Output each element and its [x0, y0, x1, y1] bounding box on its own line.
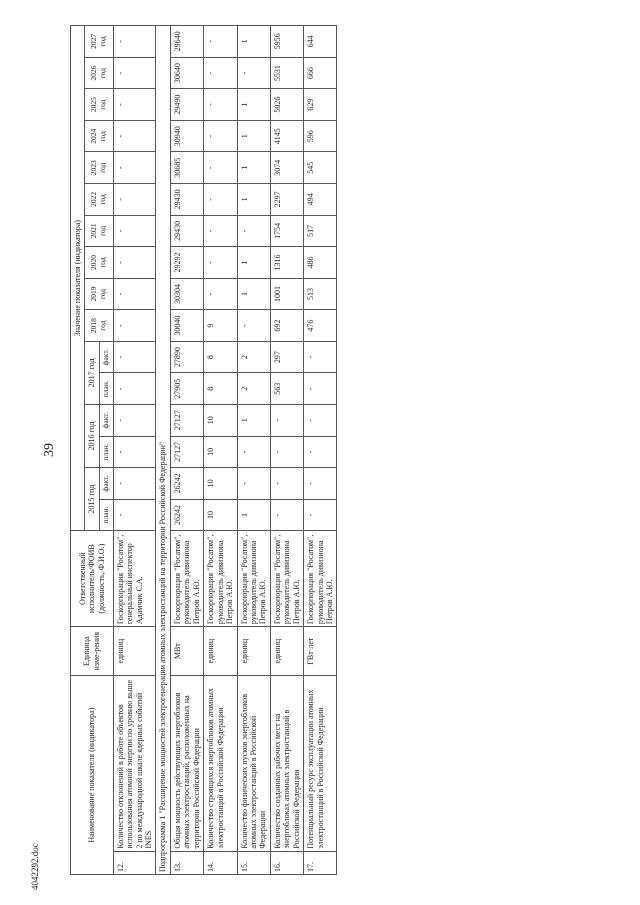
row-number: 13.	[170, 851, 203, 874]
row-number: 17.	[304, 851, 337, 874]
header-2015-plan: план.	[99, 499, 113, 531]
subprogram-row	[156, 26, 170, 875]
value-cell: 596	[304, 120, 337, 152]
value-cell: -	[113, 499, 156, 531]
value-cell: 1	[237, 278, 270, 310]
header-2026: 2026 год	[85, 57, 113, 89]
value-cell: -	[237, 468, 270, 500]
value-cell: -	[237, 436, 270, 468]
value-cell: -	[113, 278, 156, 310]
row-number: 12.	[113, 851, 156, 874]
value-cell: -	[204, 278, 237, 310]
header-2024: 2024 год	[85, 120, 113, 152]
indicator-name: Количество созданных рабочих мест на энергоблоках атомных электростанций в Российской Федерации	[270, 676, 303, 851]
value-cell: 486	[304, 247, 337, 279]
value-cell: 27127	[170, 405, 203, 437]
header-2016-plan: план.	[99, 436, 113, 468]
table-body	[113, 26, 337, 875]
header-unit: Единица изме-рения	[71, 627, 114, 676]
value-cell: -	[113, 405, 156, 437]
value-cell: 1	[237, 405, 270, 437]
footer-doc-code: 4042292.doc	[30, 843, 40, 890]
value-cell: -	[304, 341, 337, 373]
value-cell: 2297	[270, 184, 303, 216]
value-cell: 666	[304, 57, 337, 89]
value-cell: 1	[237, 247, 270, 279]
value-cell: 10	[204, 499, 237, 531]
value-cell: -	[204, 152, 237, 184]
table-row	[237, 26, 270, 875]
value-cell: -	[113, 57, 156, 89]
value-cell: 29292	[170, 247, 203, 279]
value-cell: -	[113, 247, 156, 279]
value-cell: 2	[237, 341, 270, 373]
value-cell: 297	[270, 341, 303, 373]
rotated-page-content	[40, 25, 600, 875]
value-cell: 1001	[270, 278, 303, 310]
page-number: 39	[42, 443, 57, 457]
value-cell: -	[304, 499, 337, 531]
value-cell: 30040	[170, 310, 203, 342]
value-cell: 1	[237, 89, 270, 121]
value-cell: 29490	[170, 89, 203, 121]
value-cell: -	[304, 436, 337, 468]
value-cell: 10	[204, 405, 237, 437]
value-cell: -	[237, 310, 270, 342]
value-cell: -	[113, 468, 156, 500]
subprogram-title: Подпрограмма 1 "Расширение мощностей электрогенерации атомных электростанций на территории Российской Федерации"	[156, 26, 170, 875]
value-cell: -	[270, 468, 303, 500]
value-cell: 10	[204, 436, 237, 468]
value-cell: 26242	[170, 468, 203, 500]
unit-cell: единиц	[204, 627, 237, 676]
header-2021: 2021 год	[85, 215, 113, 247]
value-cell: -	[304, 468, 337, 500]
table-row	[170, 26, 203, 875]
indicators-table	[70, 25, 337, 875]
responsible-cell: Госкорпорация "Росатом", руководитель дивизиона Петров А.Ю.	[270, 531, 303, 627]
table-row	[270, 26, 303, 875]
value-cell: -	[204, 89, 237, 121]
responsible-cell: Госкорпорация "Росатом", руководитель дивизиона Петров А.Ю.	[204, 531, 237, 627]
value-cell: -	[113, 310, 156, 342]
header-2016: 2016 год	[85, 405, 99, 468]
header-2019: 2019 год	[85, 278, 113, 310]
indicator-name: Количество строящихся энергоблоков атомных электростанций в Российской Федерации	[204, 676, 237, 851]
value-cell: 5956	[270, 26, 303, 58]
header-2018: 2018 год	[85, 310, 113, 342]
value-cell: 1	[237, 152, 270, 184]
value-cell: 27127	[170, 436, 203, 468]
value-cell: -	[113, 26, 156, 58]
header-2017-fact: факт.	[99, 341, 113, 373]
value-cell: 29640	[170, 26, 203, 58]
value-cell: 644	[304, 26, 337, 58]
indicator-name: Количество отклонений в работе объектов использования атомной энергии по уровню выше 2 по международной шкале ядерных событий INES	[113, 676, 156, 851]
header-2025: 2025 год	[85, 89, 113, 121]
value-cell: 9	[204, 310, 237, 342]
indicator-name: Количество физических пусков энергоблоков атомных электростанций в Российской Федерации	[237, 676, 270, 851]
value-cell: 629	[304, 89, 337, 121]
value-cell: 1754	[270, 215, 303, 247]
value-cell: -	[237, 57, 270, 89]
value-cell: 26242	[170, 499, 203, 531]
value-cell: 517	[304, 215, 337, 247]
header-2027: 2027 год	[85, 26, 113, 58]
value-cell: 29430	[170, 184, 203, 216]
value-cell: -	[113, 436, 156, 468]
page-header	[40, 25, 68, 875]
unit-cell: МВт	[170, 627, 203, 676]
value-cell: 30640	[170, 57, 203, 89]
row-number: 15.	[237, 851, 270, 874]
header-name: Наименование показателя (индикатора)	[71, 676, 114, 875]
value-cell: 692	[270, 310, 303, 342]
value-cell: 476	[304, 310, 337, 342]
unit-cell: единиц	[237, 627, 270, 676]
value-cell: -	[270, 436, 303, 468]
unit-cell: единиц	[270, 627, 303, 676]
value-cell: 4145	[270, 120, 303, 152]
value-cell: 494	[304, 184, 337, 216]
value-cell: 545	[304, 152, 337, 184]
value-cell: -	[204, 26, 237, 58]
value-cell: 29430	[170, 215, 203, 247]
value-cell: 8	[204, 373, 237, 405]
value-cell: -	[113, 215, 156, 247]
value-cell: -	[304, 405, 337, 437]
value-cell: -	[204, 120, 237, 152]
value-cell: -	[237, 215, 270, 247]
header-2022: 2022 год	[85, 184, 113, 216]
indicator-name: Общая мощность действующих энергоблоков атомных электростанций, расположенных на территории Российской Федерации	[170, 676, 203, 851]
header-2017-plan: план.	[99, 373, 113, 405]
responsible-cell: Госкорпорация "Росатом", руководитель дивизиона Петров А.Ю.	[237, 531, 270, 627]
unit-cell: ГВт·лет	[304, 627, 337, 676]
value-cell: 1	[237, 184, 270, 216]
table-row	[113, 26, 156, 875]
value-cell: -	[204, 247, 237, 279]
responsible-cell: Госкорпорация "Росатом", руководитель дивизиона Петров А.Ю.	[170, 531, 203, 627]
value-cell: 1	[237, 26, 270, 58]
value-cell: 30685	[170, 152, 203, 184]
value-cell: 5026	[270, 89, 303, 121]
value-cell: -	[270, 405, 303, 437]
value-cell: 1	[237, 120, 270, 152]
value-cell: 30940	[170, 120, 203, 152]
value-cell: -	[204, 215, 237, 247]
value-cell: 1316	[270, 247, 303, 279]
header-row-1	[71, 26, 85, 875]
header-2015-fact: факт.	[99, 468, 113, 500]
header-values: Значение показателя (индикатора)	[71, 26, 85, 531]
value-cell: -	[113, 120, 156, 152]
value-cell: 8	[204, 341, 237, 373]
table-row	[204, 26, 237, 875]
value-cell: -	[204, 184, 237, 216]
header-2016-fact: факт.	[99, 405, 113, 437]
responsible-cell: Госкорпорация "Росатом", генеральный инспектор Адамчик С.А.	[113, 531, 156, 627]
value-cell: -	[113, 373, 156, 405]
value-cell: -	[113, 89, 156, 121]
responsible-cell: Госкорпорация "Росатом", руководитель дивизиона Петров А.Ю.	[304, 531, 337, 627]
value-cell: 513	[304, 278, 337, 310]
value-cell: 27890	[170, 341, 203, 373]
value-cell: 27905	[170, 373, 203, 405]
value-cell: -	[113, 152, 156, 184]
value-cell: 30304	[170, 278, 203, 310]
indicator-name: Потенциальный ресурс эксплуатации атомных электростанций в Российской Федерации	[304, 676, 337, 851]
footer	[30, 830, 90, 900]
header-2020: 2020 год	[85, 247, 113, 279]
value-cell: -	[304, 373, 337, 405]
header-2017: 2017 год	[85, 341, 99, 404]
value-cell: 3074	[270, 152, 303, 184]
value-cell: 10	[204, 468, 237, 500]
table-row	[304, 26, 337, 875]
row-number: 16.	[270, 851, 303, 874]
header-2015: 2015 год	[85, 468, 99, 531]
value-cell: -	[270, 499, 303, 531]
value-cell: 563	[270, 373, 303, 405]
unit-cell: единиц	[113, 627, 156, 676]
value-cell: 2	[237, 373, 270, 405]
header-responsible: Ответственный исполнитель/ФОИВ (должность, Ф.И.О.)	[71, 531, 114, 627]
value-cell: 1	[237, 499, 270, 531]
value-cell: -	[204, 57, 237, 89]
row-number: 14.	[204, 851, 237, 874]
header-2023: 2023 год	[85, 152, 113, 184]
value-cell: 5531	[270, 57, 303, 89]
value-cell: -	[113, 341, 156, 373]
value-cell: -	[113, 184, 156, 216]
